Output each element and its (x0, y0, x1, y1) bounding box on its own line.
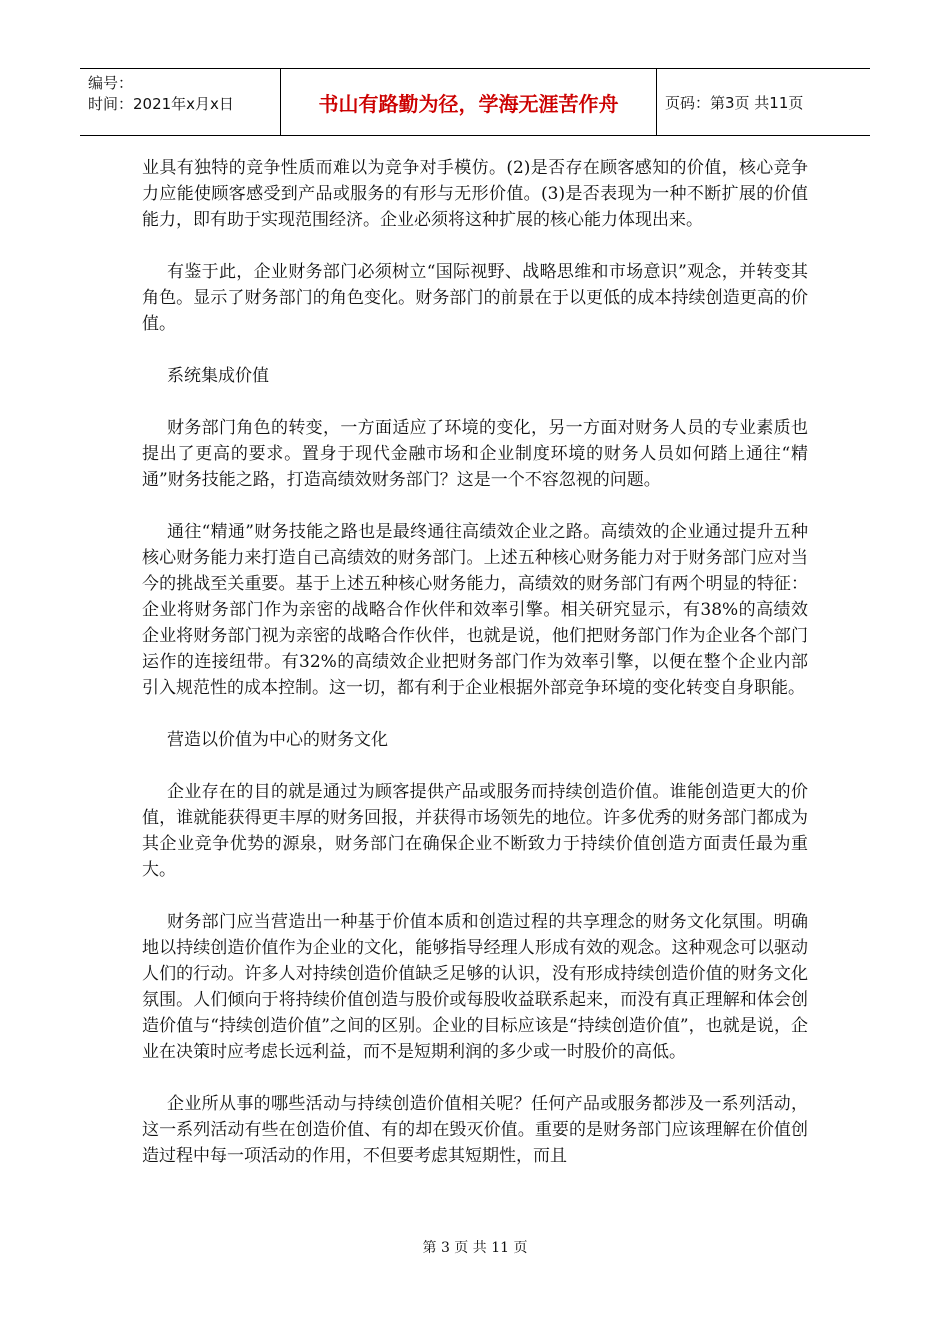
paragraph: 财务部门应当营造出一种基于价值本质和创造过程的共享理念的财务文化氛围。明确地以持续创造价值作为企业的文化，能够指导经理人形成有效的观念。这种观念可以驱动人们的行动。许多人对持续创造价值缺乏足够的认识，没有形成持续创造价值的财务文化氛围。人们倾向于将持续价值创造与股价或每股收益联系起来，而没有真正理解和体会创造价值与“持续创造价值”之间的区别。企业的目标应该是“持续创造价值”，也就是说，企业在决策时应考虑长远利益，而不是短期利润的多少或一时股价的高低。 (142, 912, 808, 1062)
paragraph: 有鉴于此，企业财务部门必须树立“国际视野、战略思维和市场意识”观念，并转变其角色。显示了财务部门的角色变化。财务部门的前景在于以更低的成本持续创造更高的价值。 (142, 262, 808, 334)
paragraph: 通往“精通”财务技能之路也是最终通往高绩效企业之路。高绩效的企业通过提升五种核心财务能力来打造自己高绩效的财务部门。上述五种核心财务能力对于财务部门应对当今的挑战至关重要。基于上述五种核心财务能力，高绩效的财务部门有两个明显的特征：企业将财务部门作为亲密的战略合作伙伴和效率引擎。相关研究显示，有38%的高绩效企业将财务部门视为亲密的战略合作伙伴，也就是说，他们把财务部门作为企业各个部门运作的连接纽带。有32%的高绩效企业把财务部门作为效率引擎，以便在整个企业内部引入规范性的成本控制。这一切，都有利于企业根据外部竞争环境的变化转变自身职能。 (142, 522, 808, 698)
page-header (80, 68, 870, 136)
document-body (142, 155, 808, 1195)
document-number-label: 编号： (88, 74, 134, 92)
page-footer: 第 3 页 共 11 页 (422, 1240, 528, 1256)
paragraph: 财务部门角色的转变，一方面适应了环境的变化，另一方面对财务人员的专业素质也提出了更高的要求。置身于现代金融市场和企业制度环境的财务人员如何踏上通往“精通”财务技能之路，打造高绩效财务部门？这是一个不容忽视的问题。 (142, 418, 808, 490)
section-heading: 系统集成价值 (167, 366, 269, 386)
header-page-info: 页码：第3页 共11页 (665, 93, 804, 112)
paragraph: 企业存在的目的就是通过为顾客提供产品或服务而持续创造价值。谁能创造更大的价值，谁就能获得更丰厚的财务回报，并获得市场领先的地位。许多优秀的财务部门都成为其企业竞争优势的源泉，财务部门在确保企业不断致力于持续价值创造方面责任最为重大。 (142, 782, 808, 880)
header-motto: 书山有路勤为径，学海无涯苦作舟 (281, 69, 657, 135)
document-date: 时间：2021年x月x日 (88, 95, 234, 113)
paragraph: 企业所从事的哪些活动与持续创造价值相关呢？任何产品或服务都涉及一系列活动，这一系列活动有些在创造价值、有的却在毁灭价值。重要的是财务部门应该理解在价值创造过程中每一项活动的作用，不但要考虑其短期性，而且 (142, 1094, 808, 1166)
section-heading: 营造以价值为中心的财务文化 (167, 730, 388, 750)
header-meta (80, 69, 281, 135)
paragraph: 业具有独特的竞争性质而难以为竞争对手模仿。(2)是否存在顾客感知的价值，核心竞争力应能使顾客感受到产品或服务的有形与无形价值。(3)是否表现为一种不断扩展的价值能力，即有助于实现范围经济。企业必须将这种扩展的核心能力体现出来。 (142, 158, 808, 230)
